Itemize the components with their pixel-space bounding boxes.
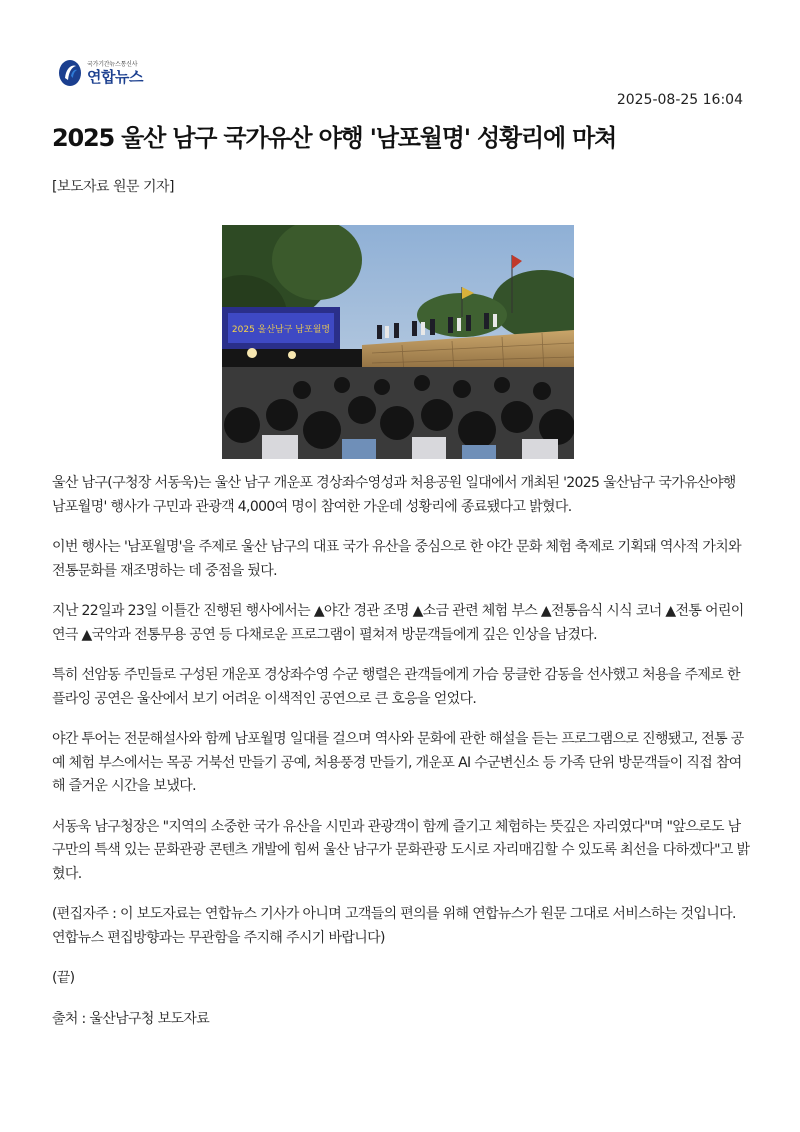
stage-banner-text: 2025 울산남구 남포월명	[231, 325, 331, 335]
event-photo	[222, 225, 574, 459]
paragraph-4: 특히 선암동 주민들로 구성된 개운포 경상좌수영 수군 행렬은 관객들에게 가슴 뭉클한 감동을 선사했고 처용을 주제로 한 플라잉 공연은 울산에서 보기 어려운 이색적인 공연으로 큰 호응을 얻었다.	[52, 667, 740, 707]
paragraph-3: 지난 22일과 23일 이틀간 진행된 행사에서는 ▲야간 경관 조명 ▲소금 관련 체험 부스 ▲전통음식 시식 코너 ▲전통 어린이 연극 ▲국악과 전통무용 공연 등 다채로운 프로그램이 펼쳐져 방문객들에게 깊은 인상을 남겼다.	[52, 603, 744, 643]
event-photo-illustration	[222, 225, 574, 459]
editor-note: (편집자주 : 이 보도자료는 연합뉴스 기사가 아니며 고객들의 편의를 위해 연합뉴스가 원문 그대로 서비스하는 것입니다. 연합뉴스 편집방향과는 무관함을 주지해 주시기 바랍니다)	[52, 906, 736, 946]
logo-tagline: 국가기간뉴스통신사	[87, 60, 138, 68]
publish-datetime: 2025-08-25 16:04	[616, 92, 743, 108]
paragraph-1: 울산 남구(구청장 서동욱)는 울산 남구 개운포 경상좌수영성과 처용공원 일대에서 개최된 '2025 울산남구 국가유산야행 남포월명' 행사가 구민과 관광객 4,000여 명이 참여한 가운데 성황리에 종료됐다고 밝혔다.	[52, 475, 736, 515]
paragraph-2: 이번 행사는 '남포월명'을 주제로 울산 남구의 대표 국가 유산을 중심으로 한 야간 문화 체험 축제로 기획돼 역사적 가치와 전통문화를 재조명하는 데 중점을 뒀다.	[52, 539, 741, 579]
source-tag: [보도자료 원문 기자]	[52, 179, 175, 195]
yonhap-logo	[57, 56, 143, 90]
article-title: 2025 울산 남구 국가유산 야행 '남포월명' 성황리에 마쳐	[52, 124, 617, 152]
paragraph-6-quote: 서동욱 남구청장은 "지역의 소중한 국가 유산을 시민과 관광객이 함께 즐기고 체험하는 뜻깊은 자리였다"며 "앞으로도 남구만의 특색 있는 문화관광 콘텐츠 개발에 힘써 울산 남구가 문화관광 도시로 자리매김할 수 있도록 최선을 다하겠다"고 밝혔다.	[52, 818, 750, 882]
yonhap-logo-mark-icon	[57, 58, 83, 88]
paragraph-5: 야간 투어는 전문해설사와 함께 남포월명 일대를 걸으며 역사와 문화에 관한 해설을 듣는 프로그램으로 진행됐고, 전통 공예 체험 부스에서는 목공 거북선 만들기 공예, 처용풍경 만들기, 개운포 AI 수군변신소 등 가족 단위 방문객들이 직접 참여해 즐거운 시간을 보냈다.	[52, 731, 744, 794]
article-body	[52, 472, 752, 1048]
end-mark: (끝)	[52, 970, 75, 986]
logo-name: 연합뉴스	[87, 67, 143, 86]
source-credit: 출처 : 울산남구청 보도자료	[52, 1010, 210, 1027]
